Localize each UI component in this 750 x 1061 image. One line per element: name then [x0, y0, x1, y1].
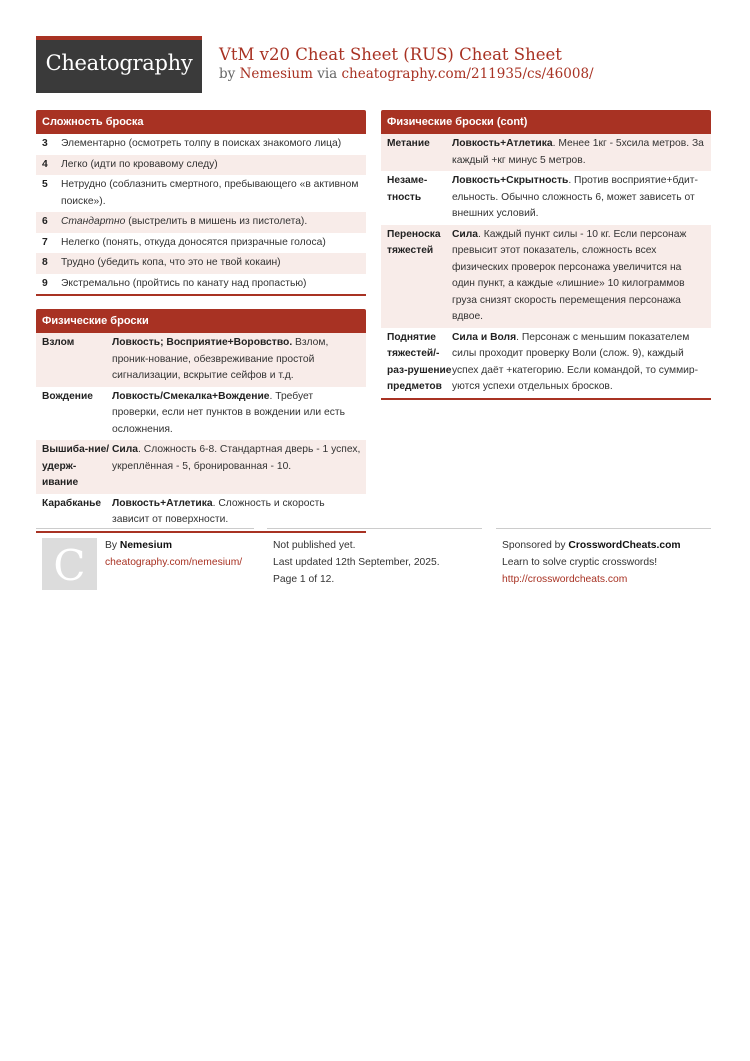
row-number: 5 — [42, 179, 48, 190]
footer-sponsor-line — [502, 537, 681, 554]
row-rest: (выстрелить в мишень из пистолета). — [125, 216, 308, 227]
physical-cont-heading: Физические броски (cont) — [381, 110, 711, 134]
row-number: 3 — [42, 138, 48, 149]
row-label: Незаме-тность — [387, 175, 428, 203]
row-label: Взлом — [42, 337, 75, 348]
table-row — [36, 155, 366, 176]
footer-sponsor — [502, 537, 681, 588]
table-row — [36, 440, 366, 494]
row-text — [452, 173, 707, 223]
table-row — [381, 134, 711, 171]
table-row — [381, 328, 711, 398]
row-bold: Ловкость+Атлетика — [452, 138, 553, 149]
row-label: Вышиба-ние/удерж-ивание — [42, 444, 110, 488]
row-text — [112, 335, 362, 385]
logo-accent-bar — [36, 36, 202, 40]
footer-status — [273, 537, 440, 588]
footer-author-name[interactable]: Nemesium — [119, 540, 172, 551]
row-text: Нелегко (понять, откуда доносятся призрачные голоса) — [61, 236, 326, 248]
row-rest: . Каждый пункт силы - 10 кг. Если персонаж превысит этот показатель, сложность всех физических проверок персонажа увеличится на один пункт, а каждые «лишние» 10 килограммов груза снизят скорость перемещения персонажа вдвое. — [452, 228, 687, 322]
row-text — [61, 214, 362, 231]
row-italic: Стандартно — [61, 216, 126, 227]
footer-sponsor-tagline: Learn to solve cryptic crosswords! — [502, 557, 658, 568]
footer-sponsor-link[interactable]: http://crosswordcheats.com — [502, 574, 628, 585]
footer-divider — [496, 528, 711, 529]
row-text: Нетрудно (соблазнить смертного, пребывающего «в активном поиске»). — [61, 179, 359, 207]
footer-published: Not published yet. — [273, 540, 356, 551]
table-row — [36, 212, 366, 233]
table-row — [36, 253, 366, 274]
logo-text: Cheatography — [45, 51, 193, 75]
table-row — [36, 494, 366, 531]
row-number: 4 — [42, 158, 48, 170]
footer-divider — [36, 528, 254, 529]
byline-via: via — [312, 66, 342, 82]
row-rest: . Сложность 6-8. Стандартная дверь - 1 успех, укреплённая - 5, бронированная - 10. — [112, 444, 361, 472]
page-title: VtM v20 Cheat Sheet (RUS) Cheat Sheet — [219, 45, 562, 64]
footer-by-prefix: By — [105, 540, 120, 551]
row-text — [112, 389, 362, 439]
row-text: Экстремально (пройтись по канату над пропастью) — [61, 277, 307, 289]
table-row — [381, 225, 711, 328]
row-text: Трудно (убедить копа, что это не твой кокаин) — [61, 257, 281, 268]
row-bold: Ловкость+Атлетика — [112, 497, 213, 509]
footer-author-link[interactable]: cheatography.com/nemesium/ — [105, 557, 243, 568]
row-label: Метание — [387, 138, 430, 149]
physical-block — [36, 309, 366, 533]
table-row — [36, 175, 366, 212]
row-number: 9 — [42, 277, 48, 289]
row-text — [112, 496, 362, 529]
row-text — [452, 330, 707, 396]
row-label: Переноска тяжестей — [387, 228, 441, 256]
physical-cont-block — [381, 110, 711, 400]
row-text — [452, 227, 707, 326]
byline — [219, 66, 594, 82]
row-rest: . Персонаж с меньшим показателем силы проходит проверку Воли (слож. 9), каждый успех даёт +категорию. Если командой, то суммир-уются успехи отдельных бросков. — [452, 331, 699, 392]
footer-updated: Last updated 12th September, 2025. — [273, 557, 440, 568]
row-rest: . Менее 1кг - 5хсила метров. За каждый +кг минус 5 метров. — [452, 138, 704, 166]
row-text — [112, 442, 362, 492]
row-text: Элементарно (осмотреть толпу в поисках знакомого лица) — [61, 138, 342, 149]
row-label: Карабканье — [42, 497, 102, 509]
footer-sponsor-name[interactable]: CrosswordCheats.com — [568, 540, 681, 551]
row-bold: Ловкость/Смекалка+Вождение — [112, 390, 270, 402]
site-logo[interactable] — [36, 36, 202, 93]
physical-heading: Физические броски — [36, 309, 366, 333]
row-label: Вождение — [42, 390, 93, 402]
byline-prefix: by — [219, 66, 240, 82]
footer-author — [105, 537, 242, 571]
table-row — [36, 333, 366, 387]
row-bold: Сила — [452, 228, 479, 240]
footer-page: Page 1 of 12. — [273, 574, 335, 585]
row-rest: . Сложность и скорость зависит от поверхности. — [112, 497, 325, 525]
row-number: 8 — [42, 257, 48, 268]
footer-author-line — [105, 537, 242, 554]
row-rest: . Требует проверки, если нет пунктов в вождении или есть осложнения. — [112, 390, 345, 435]
footer-sponsor-prefix: Sponsored by — [502, 540, 569, 551]
row-bold: Сила — [112, 444, 139, 455]
table-row — [36, 387, 366, 441]
row-bold: Ловкость; Восприятие+Воровство. — [112, 337, 293, 348]
table-row — [36, 274, 366, 295]
table-row — [36, 233, 366, 254]
sheet-url-link[interactable]: cheatography.com/211935/cs/46008/ — [341, 66, 594, 82]
difficulty-heading: Сложность броска — [36, 110, 366, 134]
avatar-letter: C — [53, 541, 86, 590]
row-bold: Сила и Воля — [452, 331, 517, 343]
table-row — [36, 134, 366, 155]
row-text — [452, 136, 707, 169]
table-row — [381, 171, 711, 225]
row-bold: Ловкость+Скрытность — [452, 175, 569, 186]
author-avatar[interactable] — [42, 538, 97, 590]
row-number: 6 — [42, 216, 48, 227]
row-number: 7 — [42, 236, 48, 248]
footer-divider — [267, 528, 482, 529]
row-text: Легко (идти по кровавому следу) — [61, 158, 218, 170]
author-link[interactable]: Nemesium — [239, 66, 313, 82]
row-rest: Взлом, проник-нование, обезвреживание простой сигнализации, вскрытие сейфов и т.д. — [112, 337, 329, 381]
row-label: Поднятие тяжестей/-раз-рушение предметов — [387, 331, 452, 392]
difficulty-block — [36, 110, 366, 296]
row-rest: . Против восприятие+бдит-ельность. Обычно сложность 6, может зависеть от внешних условий. — [452, 175, 698, 219]
